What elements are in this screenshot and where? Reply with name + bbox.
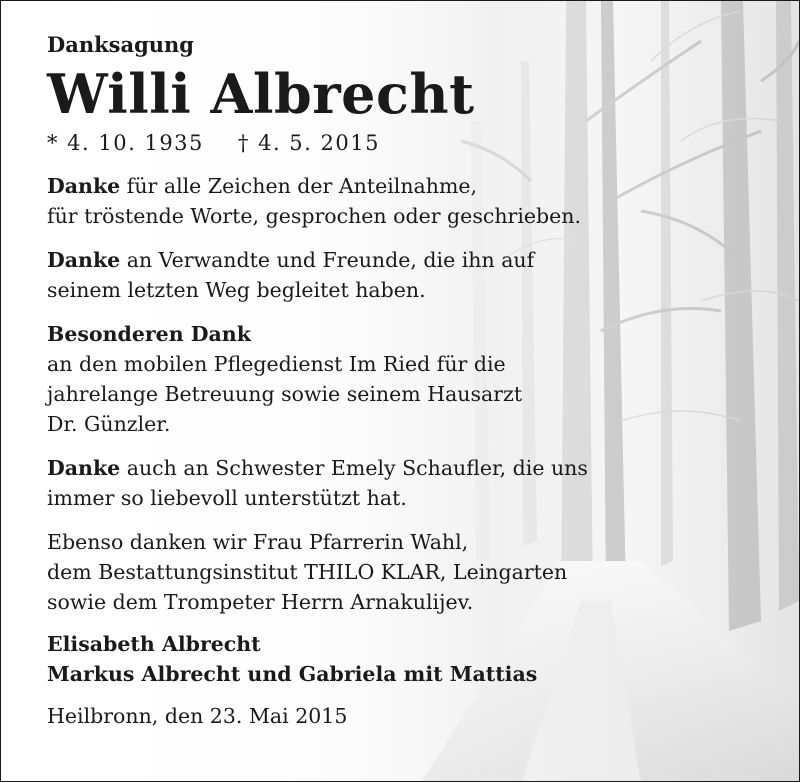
paragraph-lead: Danke xyxy=(47,174,121,198)
paragraph-heading: Besonderen Dank xyxy=(47,322,251,346)
paragraph-lead: Danke xyxy=(47,456,121,480)
notice-kicker: Danksagung xyxy=(47,32,194,57)
paragraph-text: auch an Schwester Emely Schaufler, die uns xyxy=(120,456,588,480)
birth-date: * 4. 10. 1935 xyxy=(47,131,204,155)
signatories xyxy=(47,629,747,689)
signatory-1: Elisabeth Albrecht xyxy=(47,632,261,656)
paragraph-text: für tröstende Worte, gesprochen oder geschrieben. xyxy=(47,204,581,228)
paragraph-text: dem Bestattungsinstitut THILO KLAR, Leingarten xyxy=(47,560,568,584)
signatory-2: Markus Albrecht und Gabriela mit Mattias xyxy=(47,662,538,686)
paragraph-text: sowie dem Trompeter Herrn Arnakulijev. xyxy=(47,590,474,614)
paragraph-text: an den mobilen Pflegedienst Im Ried für die xyxy=(47,352,506,376)
thanks-paragraph-2 xyxy=(47,245,747,305)
paragraph-text: Ebenso danken wir Frau Pfarrerin Wahl, xyxy=(47,530,469,554)
deceased-name: Willi Albrecht xyxy=(47,62,475,126)
paragraph-text: für alle Zeichen der Anteilnahme, xyxy=(120,174,478,198)
thanks-paragraph-5 xyxy=(47,527,747,617)
paragraph-text: Dr. Günzler. xyxy=(47,412,171,436)
paragraph-text: seinem letzten Weg begleitet haben. xyxy=(47,278,426,302)
life-dates xyxy=(47,129,747,157)
paragraph-text: an Verwandte und Freunde, die ihn auf xyxy=(120,248,535,272)
paragraph-text: jahrelange Betreuung sowie seinem Hausarzt xyxy=(47,382,523,406)
thanks-paragraph-3 xyxy=(47,319,747,439)
thanks-paragraph-4 xyxy=(47,453,747,513)
death-date: † 4. 5. 2015 xyxy=(237,131,380,155)
thanks-paragraph-1 xyxy=(47,171,747,231)
paragraph-lead: Danke xyxy=(47,248,121,272)
place-and-date: Heilbronn, den 23. Mai 2015 xyxy=(47,704,348,728)
notice-text xyxy=(47,31,747,731)
paragraph-text: immer so liebevoll unterstützt hat. xyxy=(47,486,407,510)
